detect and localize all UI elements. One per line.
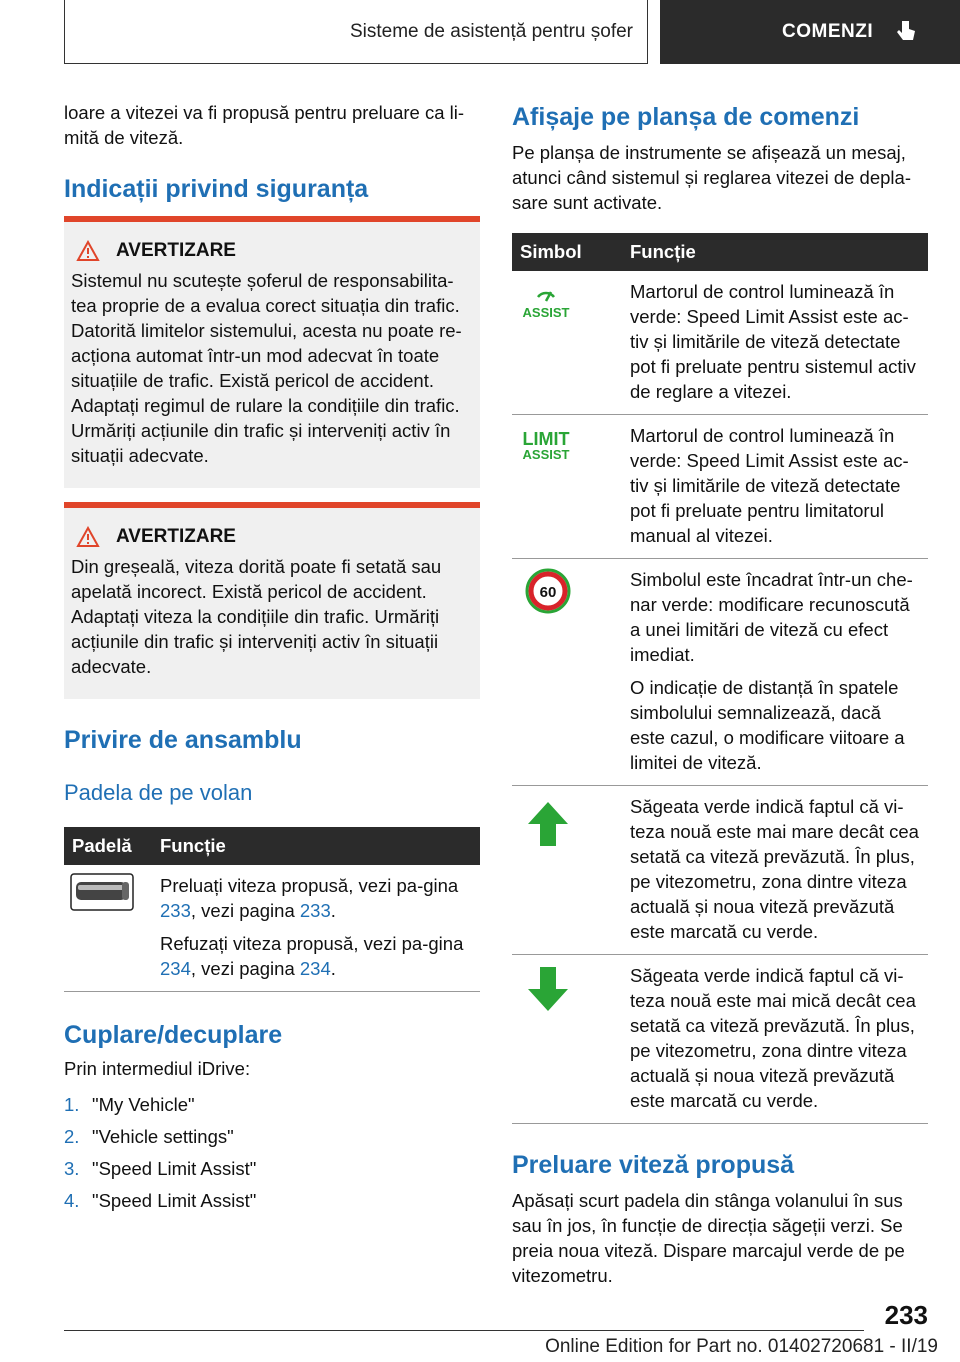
table-row <box>512 415 928 559</box>
table-row <box>512 955 928 1124</box>
arrow-down-icon <box>516 963 576 1019</box>
warning-triangle-icon <box>76 526 100 548</box>
warning-triangle-icon <box>76 240 100 262</box>
section-title: Sisteme de asistență pentru șofer <box>349 20 633 42</box>
right-column <box>512 98 928 1288</box>
footer-divider <box>64 1330 864 1331</box>
table-row <box>512 559 928 786</box>
table-row <box>512 271 928 415</box>
table-row <box>512 786 928 955</box>
warning-1-title: AVERTIZARE <box>116 240 236 261</box>
svg-text:LIMIT: LIMIT <box>522 429 570 449</box>
symbol-table <box>512 233 928 1124</box>
hand-pointer-icon <box>895 19 917 45</box>
safety-heading: Indicații privind siguranța <box>64 175 369 203</box>
paddle-table <box>64 827 480 992</box>
speed-limit-sign-icon <box>516 567 576 615</box>
takeover-text: Apăsați scurt padela din stânga volanului în sus sau în jos, în funcție de direcția săgeții verzi. Se preia noua viteză. Dispare marcajul verde de pe vitezometru. <box>512 1190 905 1286</box>
row-text: Simbolul este încadrat într-un che-nar verde: modificare recunoscută a unei limitări de viteză cu efect imediat. <box>630 569 913 665</box>
col-header-symbol: Simbol <box>512 233 622 271</box>
col-header-function: Funcție <box>622 233 928 271</box>
warning-box-1 <box>64 216 480 488</box>
row-text: Martorul de control luminează în verde: Speed Limit Assist este ac-tiv și limitările de viteză detectate pot fi preluate pentru sistemul activ de reglare a vitezei. <box>630 281 916 402</box>
page-number: 233 <box>884 1300 928 1330</box>
header-section <box>64 0 648 64</box>
row-text: Săgeata verde indică faptul că vi-teza nouă este mai mare decât cea setată ca viteză prevăzută. În plus, pe vitezometru, zona dintre viteza actuală și noua viteză prevăzută este marcată cu verde. <box>630 796 919 942</box>
col-header-function: Funcție <box>152 827 480 865</box>
display-intro: Pe planșa de instrumente se afișează un mesaj, atunci când sistemul și reglarea vitezei de depla-sare sunt activate. <box>512 142 911 213</box>
intro-text: loare a vitezei va fi propusă pentru preluare ca li-mită de viteză. <box>64 102 465 148</box>
display-heading: Afișaje pe planșa de comenzi <box>512 103 860 131</box>
steps-list <box>64 1089 480 1217</box>
coupling-intro: Prin intermediul iDrive: <box>64 1058 251 1079</box>
table-row: Preluați viteza propusă, vezi pa-gina 233, vezi pagina 233. Refuzați viteza propusă, vezi pa-gina 234, vezi pagina 234. <box>64 865 480 992</box>
edition-text: Online Edition for Part no. 01402720681 - II/19 <box>545 1336 938 1357</box>
header-chapter <box>660 0 960 64</box>
page-link[interactable]: 234 <box>299 958 331 979</box>
col-header-paddle: Padelă <box>64 827 152 865</box>
paddle-heading: Padela de pe volan <box>64 780 253 805</box>
row-text: Săgeata verde indică faptul că vi-teza nouă este mai mică decât cea setată ca viteză prevăzută. În plus, pe vitezometru, zona dintre viteza actuală și noua viteză prevăzută este marcată cu verde. <box>630 965 916 1111</box>
page-link[interactable]: 234 <box>160 958 191 979</box>
chapter-title: COMENZI <box>782 21 874 42</box>
warning-2-title: AVERTIZARE <box>116 526 236 547</box>
list-item: 2. "Vehicle settings" <box>64 1126 234 1147</box>
list-item: 1. "My Vehicle" <box>64 1094 195 1115</box>
row-text: Martorul de control luminează în verde: Speed Limit Assist este ac-tiv și limitările de viteză detectate pot fi preluate pentru limitatorul manual al vitezei. <box>630 425 909 546</box>
svg-text:ASSIST: ASSIST <box>522 305 570 320</box>
assist-indicator-icon <box>516 279 576 323</box>
arrow-up-icon <box>516 794 576 850</box>
svg-text:ASSIST: ASSIST <box>522 447 570 462</box>
warning-2-text: Din greșeală, viteza dorită poate fi setată sau apelată incorect. Există pericol de accident. Adaptați viteza la condițiile din trafic. Urmăriți acțiunile din trafic și interveniți activ în situații adecvate. <box>71 556 442 677</box>
warning-box-2 <box>64 502 480 699</box>
limit-assist-indicator-icon <box>516 423 576 467</box>
page-link[interactable]: 233 <box>299 900 331 921</box>
coupling-heading: Cuplare/decuplare <box>64 1021 283 1049</box>
warning-1-text: Sistemul nu scutește șoferul de responsabilita-tea proprie de a evalua corect situația din trafic. Datorită limitelor sistemului, acesta nu poate re-acționa automat într-un mod adecvat în toate situațiile de trafic. Există pericol de accident. Adaptați regimul de rulare la condițiile din trafic. Urmăriți acțiunile din trafic și interveniți activ în situații adecvate. <box>71 270 462 466</box>
takeover-heading: Preluare viteză propusă <box>512 1151 795 1179</box>
page-link[interactable]: 233 <box>160 900 191 921</box>
steering-paddle-icon <box>70 873 134 911</box>
list-item: 4. "Speed Limit Assist" <box>64 1190 257 1211</box>
overview-heading: Privire de ansamblu <box>64 726 302 754</box>
left-column <box>64 98 480 1217</box>
row-text: O indicație de distanță în spatele simbolului semnalizează, dacă este cazul, o modificare viitoare a limitei de viteză. <box>630 677 905 773</box>
svg-text:60: 60 <box>539 584 557 601</box>
list-item: 3. "Speed Limit Assist" <box>64 1158 257 1179</box>
